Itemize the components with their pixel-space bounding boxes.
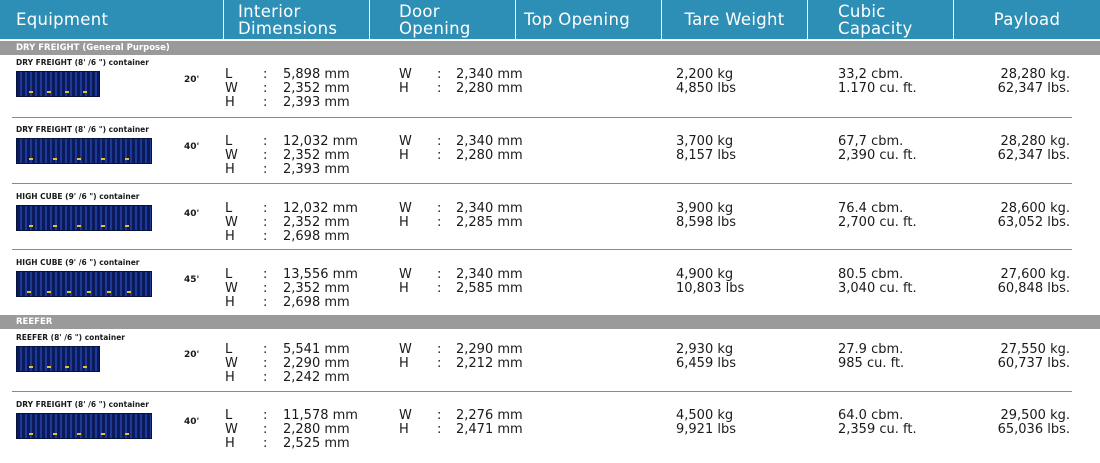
table-row [0, 397, 1100, 463]
cubic-cbm: 33,2 cbm. [838, 67, 904, 82]
door-label-w: W [399, 267, 412, 282]
dim-label-w: W [225, 148, 238, 163]
tare-kg: 4,500 kg [676, 408, 734, 423]
tare-kg: 2,930 kg [676, 342, 734, 357]
door-colon: : [437, 215, 442, 230]
door-colon: : [437, 408, 442, 423]
door-colon: : [437, 67, 442, 82]
table-row [0, 189, 1100, 255]
payload-kg: 27,600 kg. [1000, 267, 1070, 282]
dim-label-l: L [225, 134, 233, 149]
interior-height: 2,698 mm [283, 295, 350, 310]
door-colon: : [437, 148, 442, 163]
cubic-cuft: 2,390 cu. ft. [838, 148, 917, 163]
cubic-cbm: 67,7 cbm. [838, 134, 904, 149]
header-equipment-label: Equipment [16, 10, 109, 29]
dim-colon: : [263, 436, 268, 451]
table-row [0, 122, 1100, 188]
tare-kg: 2,200 kg [676, 67, 734, 82]
row-divider [12, 249, 1072, 250]
container-image [16, 71, 100, 97]
dim-label-l: L [225, 201, 233, 216]
interior-width: 2,352 mm [283, 215, 350, 230]
header-cubic-line1: Cubic [838, 2, 886, 21]
section-reefer: REEFER [0, 315, 1100, 329]
door-label-h: H [399, 356, 409, 371]
cubic-cbm: 80.5 cbm. [838, 267, 904, 282]
row-divider [12, 183, 1072, 184]
dim-colon: : [263, 81, 268, 96]
dim-colon: : [263, 356, 268, 371]
door-height: 2,585 mm [456, 281, 523, 296]
dim-label-l: L [225, 408, 233, 423]
payload-kg: 29,500 kg. [1000, 408, 1070, 423]
dim-colon: : [263, 162, 268, 177]
interior-length: 5,541 mm [283, 342, 350, 357]
container-size: 20' [184, 350, 200, 360]
tare-kg: 3,900 kg [676, 201, 734, 216]
container-image [16, 271, 152, 297]
cubic-cuft: 2,700 cu. ft. [838, 215, 917, 230]
dim-colon: : [263, 342, 268, 357]
payload-lbs: 62,347 lbs. [997, 148, 1070, 163]
header-tare-weight-label: Tare Weight [684, 10, 785, 29]
dim-label-l: L [225, 267, 233, 282]
dim-label-h: H [225, 229, 235, 244]
dim-label-h: H [225, 95, 235, 110]
container-name: HIGH CUBE (9' /6 ") container [16, 258, 140, 267]
door-width: 2,340 mm [456, 67, 523, 82]
cubic-cuft: 1.170 cu. ft. [838, 81, 917, 96]
container-name: DRY FREIGHT (8' /6 ") container [16, 400, 149, 409]
dim-label-h: H [225, 295, 235, 310]
door-colon: : [437, 422, 442, 437]
door-label-h: H [399, 281, 409, 296]
tare-lbs: 9,921 lbs [676, 422, 736, 437]
interior-height: 2,393 mm [283, 95, 350, 110]
payload-lbs: 63,052 lbs. [997, 215, 1070, 230]
container-name: HIGH CUBE (9' /6 ") container [16, 192, 140, 201]
dim-label-w: W [225, 356, 238, 371]
door-label-w: W [399, 134, 412, 149]
cubic-cbm: 27.9 cbm. [838, 342, 904, 357]
container-image [16, 138, 152, 164]
dim-colon: : [263, 295, 268, 310]
dim-colon: : [263, 148, 268, 163]
container-size: 20' [184, 75, 200, 85]
header-tare-weight [662, 0, 808, 39]
container-size: 40' [184, 209, 200, 219]
table-row [0, 330, 1100, 396]
interior-height: 2,698 mm [283, 229, 350, 244]
door-height: 2,212 mm [456, 356, 523, 371]
door-colon: : [437, 134, 442, 149]
dim-label-w: W [225, 215, 238, 230]
cubic-cbm: 64.0 cbm. [838, 408, 904, 423]
tare-kg: 4,900 kg [676, 267, 734, 282]
dim-label-h: H [225, 436, 235, 451]
interior-length: 12,032 mm [283, 134, 358, 149]
header-top-opening-label: Top Opening [524, 10, 630, 29]
door-colon: : [437, 356, 442, 371]
header-interior-dimensions [224, 0, 370, 39]
header-cubic-capacity [808, 0, 954, 39]
door-colon: : [437, 342, 442, 357]
cubic-cbm: 76.4 cbm. [838, 201, 904, 216]
row-divider [12, 117, 1072, 118]
cubic-cuft: 3,040 cu. ft. [838, 281, 917, 296]
cubic-cuft: 2,359 cu. ft. [838, 422, 917, 437]
door-width: 2,276 mm [456, 408, 523, 423]
container-size: 40' [184, 142, 200, 152]
header-top-opening [516, 0, 662, 39]
payload-lbs: 62,347 lbs. [997, 81, 1070, 96]
door-label-w: W [399, 67, 412, 82]
door-width: 2,340 mm [456, 201, 523, 216]
door-width: 2,340 mm [456, 134, 523, 149]
door-width: 2,340 mm [456, 267, 523, 282]
dim-label-l: L [225, 67, 233, 82]
interior-width: 2,352 mm [283, 148, 350, 163]
door-height: 2,280 mm [456, 148, 523, 163]
dim-colon: : [263, 229, 268, 244]
header-interior-line2: Dimensions [238, 19, 338, 38]
door-height: 2,280 mm [456, 81, 523, 96]
dim-label-h: H [225, 162, 235, 177]
interior-height: 2,525 mm [283, 436, 350, 451]
header-cubic-line2: Capacity [838, 19, 913, 38]
container-size: 45' [184, 275, 200, 285]
door-width: 2,290 mm [456, 342, 523, 357]
container-name: DRY FREIGHT (8' /6 ") container [16, 125, 149, 134]
row-divider [12, 391, 1072, 392]
header-door-line1: Door [399, 2, 440, 21]
door-label-w: W [399, 342, 412, 357]
tare-kg: 3,700 kg [676, 134, 734, 149]
dim-colon: : [263, 408, 268, 423]
container-name: DRY FREIGHT (8' /6 ") container [16, 58, 149, 67]
payload-kg: 28,280 kg. [1000, 134, 1070, 149]
interior-width: 2,290 mm [283, 356, 350, 371]
interior-width: 2,352 mm [283, 281, 350, 296]
door-colon: : [437, 267, 442, 282]
dim-colon: : [263, 370, 268, 385]
dim-colon: : [263, 134, 268, 149]
dim-colon: : [263, 215, 268, 230]
dim-colon: : [263, 67, 268, 82]
door-label-w: W [399, 408, 412, 423]
interior-height: 2,393 mm [283, 162, 350, 177]
table-header [0, 0, 1100, 39]
dim-colon: : [263, 95, 268, 110]
door-label-h: H [399, 215, 409, 230]
interior-width: 2,352 mm [283, 81, 350, 96]
payload-lbs: 60,848 lbs. [997, 281, 1070, 296]
door-height: 2,471 mm [456, 422, 523, 437]
tare-lbs: 6,459 lbs [676, 356, 736, 371]
header-door-line2: Opening [399, 19, 471, 38]
payload-lbs: 60,737 lbs. [997, 356, 1070, 371]
payload-kg: 27,550 kg. [1000, 342, 1070, 357]
table-row [0, 255, 1100, 321]
section-dry-freight: DRY FREIGHT (General Purpose) [0, 41, 1100, 55]
cubic-cuft: 985 cu. ft. [838, 356, 905, 371]
dim-colon: : [263, 267, 268, 282]
header-interior-line1: Interior [238, 2, 301, 21]
interior-height: 2,242 mm [283, 370, 350, 385]
tare-lbs: 4,850 lbs [676, 81, 736, 96]
container-image [16, 205, 152, 231]
interior-width: 2,280 mm [283, 422, 350, 437]
dim-colon: : [263, 281, 268, 296]
tare-lbs: 8,157 lbs [676, 148, 736, 163]
table-row [0, 55, 1100, 121]
payload-kg: 28,280 kg. [1000, 67, 1070, 82]
interior-length: 12,032 mm [283, 201, 358, 216]
door-height: 2,285 mm [456, 215, 523, 230]
door-label-w: W [399, 201, 412, 216]
door-colon: : [437, 281, 442, 296]
interior-length: 11,578 mm [283, 408, 358, 423]
payload-kg: 28,600 kg. [1000, 201, 1070, 216]
container-name: REEFER (8' /6 ") container [16, 333, 126, 342]
container-image [16, 413, 152, 439]
header-equipment [0, 0, 224, 39]
payload-lbs: 65,036 lbs. [997, 422, 1070, 437]
door-label-h: H [399, 81, 409, 96]
interior-length: 5,898 mm [283, 67, 350, 82]
interior-length: 13,556 mm [283, 267, 358, 282]
dim-label-h: H [225, 370, 235, 385]
header-payload-label: Payload [993, 10, 1061, 29]
door-label-h: H [399, 148, 409, 163]
container-image [16, 346, 100, 372]
dim-label-w: W [225, 81, 238, 96]
dim-colon: : [263, 201, 268, 216]
dim-label-l: L [225, 342, 233, 357]
dim-label-w: W [225, 422, 238, 437]
dim-colon: : [263, 422, 268, 437]
tare-lbs: 8,598 lbs [676, 215, 736, 230]
door-colon: : [437, 201, 442, 216]
header-payload [954, 0, 1100, 39]
door-colon: : [437, 81, 442, 96]
header-door-opening [370, 0, 516, 39]
container-size: 40' [184, 417, 200, 427]
door-label-h: H [399, 422, 409, 437]
tare-lbs: 10,803 lbs [676, 281, 745, 296]
dim-label-w: W [225, 281, 238, 296]
